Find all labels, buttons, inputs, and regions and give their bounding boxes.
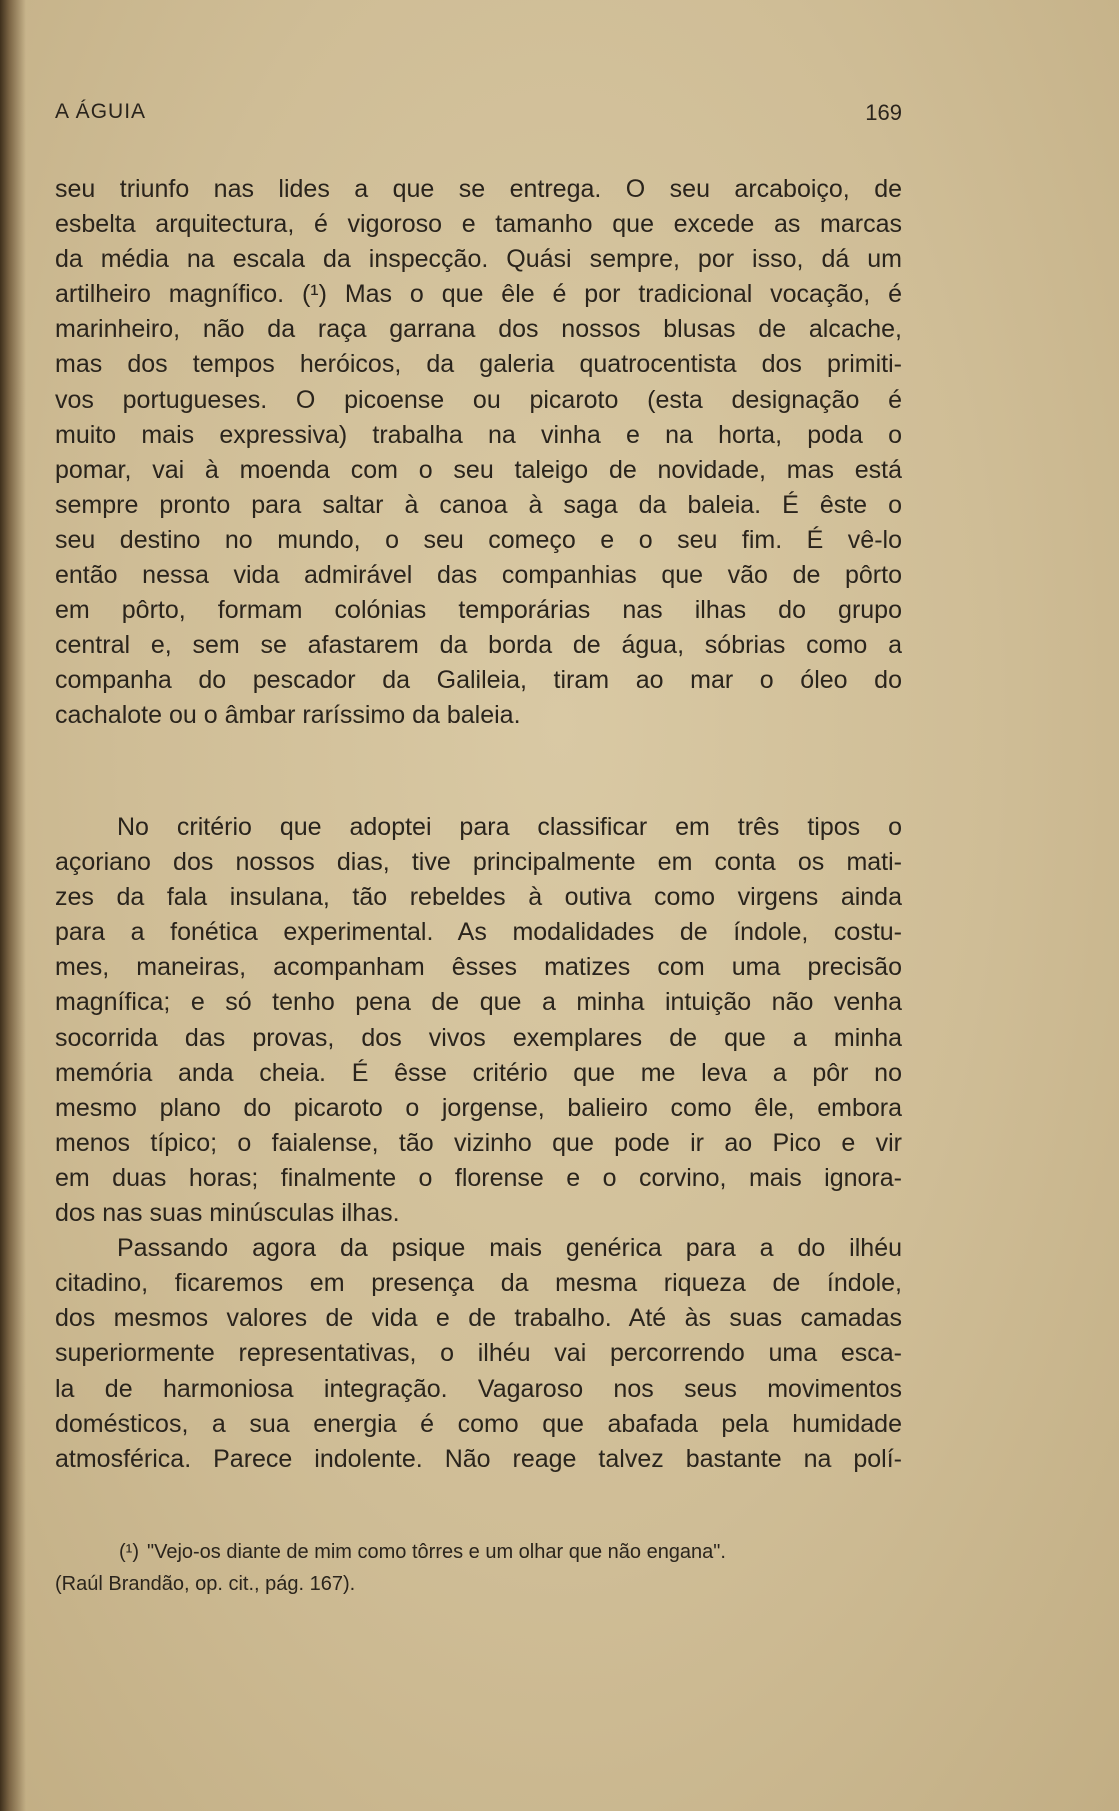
text-line: la de harmoniosa integração. Vagaroso nos seus movimentos bbox=[55, 1374, 902, 1403]
footnote bbox=[55, 1536, 902, 1600]
text-line: zes da fala insulana, tão rebeldes à outiva como virgens ainda bbox=[55, 883, 902, 912]
text-line: vos portugueses. O picoense ou picaroto (esta designação é bbox=[55, 385, 902, 414]
page-gutter-shadow bbox=[0, 0, 26, 1811]
text-line: companha do pescador da Galileia, tiram ao mar o óleo do bbox=[55, 666, 902, 695]
text-line: citadino, ficaremos em presença da mesma riqueza de índole, bbox=[55, 1269, 902, 1298]
text-line: seu triunfo nas lides a que se entrega. O seu arcaboiço, de bbox=[55, 175, 902, 203]
text-line: para a fonética experimental. As modalidades de índole, costu- bbox=[55, 918, 902, 947]
page-header bbox=[55, 100, 902, 134]
text-line: então nessa vida admirável das companhias que vão de pôrto bbox=[55, 561, 902, 590]
text-line: magnífica; e só tenho pena de que a minha intuição não venha bbox=[55, 988, 902, 1017]
text-line: dos mesmos valores de vida e de trabalho. Até às suas camadas bbox=[55, 1304, 902, 1333]
footnote-citation: (Raúl Brandão, op. cit., pág. 167). bbox=[55, 1573, 356, 1595]
running-title: A ÁGUIA bbox=[55, 100, 147, 123]
text-line: socorrida das provas, dos vivos exemplares de que a minha bbox=[55, 1023, 902, 1052]
text-line: mes, maneiras, acompanham êsses matizes com uma precisão bbox=[55, 953, 902, 982]
text-line: da média na escala da inspecção. Quási sempre, por isso, dá um bbox=[55, 245, 902, 274]
footnote-text: "Vejo-os diante de mim como tôrres e um olhar que não engana". bbox=[146, 1541, 726, 1563]
text-line: muito mais expressiva) trabalha na vinha e na horta, poda o bbox=[55, 420, 902, 449]
text-line: seu destino no mundo, o seu começo e o seu fim. É vê-lo bbox=[55, 525, 902, 554]
text-line: atmosférica. Parece indolente. Não reage talvez bastante na polí- bbox=[55, 1444, 902, 1473]
text-line: mesmo plano do picaroto o jorgense, balieiro como êle, embora bbox=[55, 1093, 902, 1122]
text-line: esbelta arquitectura, é vigoroso e tamanho que excede as marcas bbox=[55, 210, 902, 239]
text-line: domésticos, a sua energia é como que abafada pela humidade bbox=[55, 1409, 902, 1438]
text-line: memória anda cheia. É êsse critério que me leva a pôr no bbox=[55, 1058, 902, 1087]
text-line: pomar, vai à moenda com o seu taleigo de novidade, mas está bbox=[55, 455, 902, 484]
text-line: menos típico; o faialense, tão vizinho que pode ir ao Pico e vir bbox=[55, 1128, 902, 1157]
text-line: dos nas suas minúsculas ilhas. bbox=[55, 1199, 400, 1228]
text-line: açoriano dos nossos dias, tive principalmente em conta os mati- bbox=[55, 848, 902, 877]
paragraph-2-3 bbox=[55, 810, 902, 1477]
text-line: No critério que adoptei para classificar em três tipos o bbox=[117, 813, 902, 841]
text-line: central e, sem se afastarem da borda de água, sóbrias como a bbox=[55, 631, 902, 660]
text-line: superiormente representativas, o ilhéu vai percorrendo uma esca- bbox=[55, 1339, 902, 1368]
page-number: 169 bbox=[865, 100, 902, 125]
text-line: cachalote ou o âmbar raríssimo da baleia. bbox=[55, 701, 521, 730]
text-line: em duas horas; finalmente o florense e o corvino, mais ignora- bbox=[55, 1163, 902, 1192]
text-line: Passando agora da psique mais genérica para a do ilhéu bbox=[117, 1234, 902, 1263]
text-line: em pôrto, formam colónias temporárias nas ilhas do grupo bbox=[55, 596, 902, 625]
footnote-marker: (¹) bbox=[119, 1541, 139, 1563]
text-line: artilheiro magnífico. (¹) Mas o que êle é por tradicional vocação, é bbox=[55, 280, 902, 309]
text-line: marinheiro, não da raça garrana dos nossos blusas de alcache, bbox=[55, 315, 902, 344]
footnote-line bbox=[55, 1536, 902, 1568]
paragraph-1 bbox=[55, 172, 902, 734]
text-line: mas dos tempos heróicos, da galeria quatrocentista dos primiti- bbox=[55, 350, 902, 379]
text-line: sempre pronto para saltar à canoa à saga da baleia. É êste o bbox=[55, 490, 902, 519]
